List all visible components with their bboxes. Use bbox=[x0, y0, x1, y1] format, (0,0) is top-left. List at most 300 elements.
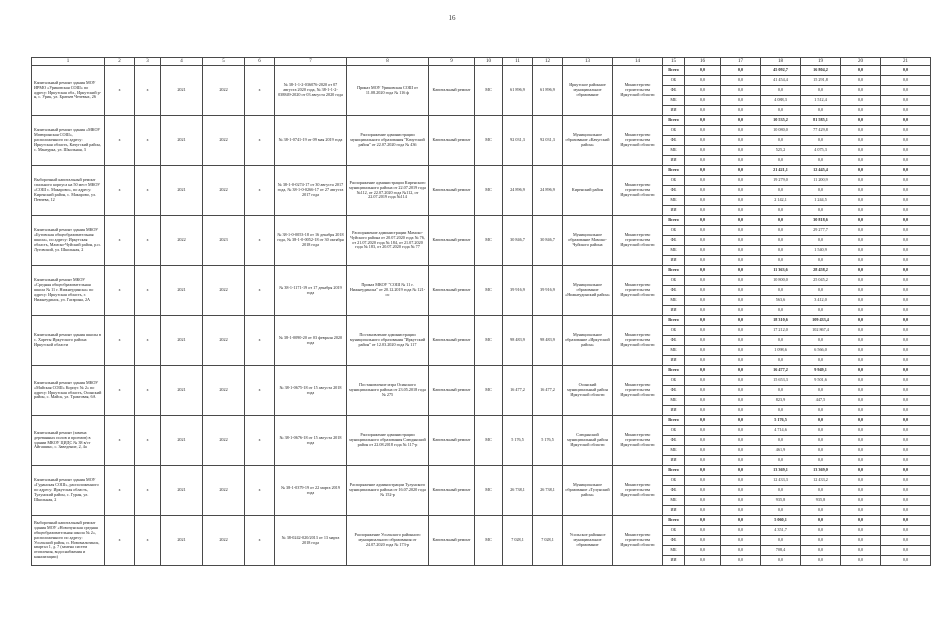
col3-cell: х bbox=[135, 316, 161, 366]
expertise-conclusion-cell: № 38-1-0090-20 от 03 февраля 2020 года bbox=[275, 316, 347, 366]
amount-cell: 15 291,8 bbox=[801, 76, 841, 86]
amount-cell: 0,0 bbox=[761, 356, 801, 366]
col3-cell: х bbox=[135, 166, 161, 216]
amount-cell: 1 244,5 bbox=[801, 196, 841, 206]
amount-cell: 0,0 bbox=[801, 406, 841, 416]
amount-cell: 0,0 bbox=[881, 86, 931, 96]
municipality-cell: Усольское районное муниципальное образование bbox=[563, 516, 613, 566]
amount-cell: 0,0 bbox=[761, 236, 801, 246]
amount-cell: 0,0 bbox=[801, 186, 841, 196]
amount-cell: 0,0 bbox=[841, 446, 881, 456]
responsible-body-cell: Министерство строительства Иркутской области bbox=[613, 366, 663, 416]
amount-cell: 0,0 bbox=[721, 156, 761, 166]
funding-source-cell: МБ bbox=[663, 96, 685, 106]
ownership-cell: МС bbox=[475, 266, 503, 316]
amount-cell: 0,0 bbox=[685, 316, 721, 326]
amount-cell: 0,0 bbox=[841, 376, 881, 386]
amount-cell: 0,0 bbox=[761, 536, 801, 546]
amount-cell: 0,0 bbox=[685, 476, 721, 486]
amount-cell: 0,0 bbox=[685, 326, 721, 336]
amount-cell: 102 867,4 bbox=[801, 326, 841, 336]
municipality-cell: Муниципальное образование «Нижнеудинский район» bbox=[563, 266, 613, 316]
amount-cell: 0,0 bbox=[801, 256, 841, 266]
column-number: 4 bbox=[161, 58, 203, 66]
column-number: 5 bbox=[203, 58, 245, 66]
amount-cell: 0,0 bbox=[881, 346, 931, 356]
amount-cell: 0,0 bbox=[685, 506, 721, 516]
amount-cell: 0,0 bbox=[761, 436, 801, 446]
amount-cell: 0,0 bbox=[841, 396, 881, 406]
amount-cell: 0,0 bbox=[841, 556, 881, 566]
amount-cell: 0,0 bbox=[685, 336, 721, 346]
funding-source-cell: Всего bbox=[663, 366, 685, 376]
registry-table bbox=[31, 57, 931, 566]
column-number: 1 bbox=[32, 58, 105, 66]
amount-cell: 4 714,6 bbox=[761, 426, 801, 436]
amount-cell: 0,0 bbox=[685, 76, 721, 86]
amount-cell: 0,0 bbox=[721, 306, 761, 316]
amount-cell: 0,0 bbox=[721, 86, 761, 96]
amount-cell: 0,0 bbox=[761, 486, 801, 496]
funding-source-cell: Всего bbox=[663, 466, 685, 476]
start-year-cell: 2021 bbox=[161, 416, 203, 466]
amount-cell: 11 363,6 bbox=[761, 266, 801, 276]
column-number: 7 bbox=[275, 58, 347, 66]
amount-cell: 0,0 bbox=[881, 256, 931, 266]
table-row bbox=[32, 166, 931, 176]
amount-cell: 0,0 bbox=[801, 386, 841, 396]
amount-cell: 0,0 bbox=[881, 386, 931, 396]
amount-cell: 0,0 bbox=[801, 86, 841, 96]
amount-cell: 13 369,1 bbox=[761, 466, 801, 476]
amount-cell: 0,0 bbox=[761, 406, 801, 416]
start-year-cell: 2022 bbox=[161, 216, 203, 266]
end-year-cell: 2023 bbox=[203, 216, 245, 266]
amount-cell: 10 080,0 bbox=[761, 126, 801, 136]
amount-cell: 12 433,3 bbox=[761, 476, 801, 486]
column-number: 17 bbox=[721, 58, 761, 66]
amount-cell: 0,0 bbox=[685, 66, 721, 76]
amount-cell: 0,0 bbox=[841, 186, 881, 196]
amount-cell: 0,0 bbox=[841, 156, 881, 166]
amount-cell: 0,0 bbox=[761, 456, 801, 466]
amount-cell: 0,0 bbox=[881, 406, 931, 416]
project-name-cell: Капитальный ремонт здания школы в с. Хареты Иркутского района Иркутской области bbox=[32, 316, 105, 366]
amount-cell: 0,0 bbox=[881, 276, 931, 286]
project-name-cell: Выборочный капитальный ремонт здания МОУ «Новочунская средняя общеобразовательная школа № 2», расположенного по адресу: Усольский район, п. Новомальтинск, квартал 1, д. 7 (замена систем отопления, водоснабжения и канализации) bbox=[32, 516, 105, 566]
funding-source-cell: Всего bbox=[663, 116, 685, 126]
funding-source-cell: ОБ bbox=[663, 226, 685, 236]
funding-source-cell: ОБ bbox=[663, 426, 685, 436]
amount-cell: 9 501,6 bbox=[801, 376, 841, 386]
work-type-cell: Капитальный ремонт bbox=[429, 416, 475, 466]
expertise-conclusion-cell: № 38-1-0-0274-17 от 30 августа 2017 года, № 38-1-0-0266-17 от 27 августа 2017 года bbox=[275, 166, 347, 216]
amount-cell: 0,0 bbox=[721, 366, 761, 376]
amount-cell: 823,9 bbox=[761, 396, 801, 406]
col6-cell: х bbox=[245, 416, 275, 466]
start-year-cell: 2021 bbox=[161, 266, 203, 316]
amount-cell: 0,0 bbox=[881, 186, 931, 196]
amount-cell: 0,0 bbox=[761, 336, 801, 346]
amount-cell: 0,0 bbox=[685, 286, 721, 296]
amount-cell: 0,0 bbox=[721, 336, 761, 346]
ownership-cell: МС bbox=[475, 366, 503, 416]
column-number: 19 bbox=[801, 58, 841, 66]
amount-cell: 0,0 bbox=[841, 476, 881, 486]
amount-cell: 0,0 bbox=[801, 526, 841, 536]
column-number: 16 bbox=[685, 58, 721, 66]
funding-source-cell: Всего bbox=[663, 66, 685, 76]
amount-cell: 0,0 bbox=[685, 536, 721, 546]
amount-cell: 0,0 bbox=[881, 446, 931, 456]
work-type-cell: Капитальный ремонт bbox=[429, 316, 475, 366]
amount-cell: 12 433,2 bbox=[801, 476, 841, 486]
funding-source-cell: МБ bbox=[663, 496, 685, 506]
amount-cell: 45 092,7 bbox=[761, 66, 801, 76]
amount-cell: 0,0 bbox=[721, 326, 761, 336]
col3-cell: х bbox=[135, 466, 161, 516]
project-name-cell: Капитальный ремонт здания МОУ «Гуранская СОШ», расположенного по адресу: Иркутская область, Тулунский район, с. Гуран, ул. Школьная, 2 bbox=[32, 466, 105, 516]
funding-source-cell: ФБ bbox=[663, 86, 685, 96]
municipality-cell: Муниципальное образование «Качугский район» bbox=[563, 116, 613, 166]
amount-cell: 0,0 bbox=[881, 496, 931, 506]
amount-cell: 0,0 bbox=[685, 546, 721, 556]
amount-cell: 0,0 bbox=[685, 206, 721, 216]
end-year-cell: 2022 bbox=[203, 466, 245, 516]
approval-document-cell: Распоряжение администрации муниципального образования "Качугский район" от 22.07.2020 года № 436 bbox=[347, 116, 429, 166]
amount-cell: 0,0 bbox=[685, 246, 721, 256]
col3-cell: х bbox=[135, 216, 161, 266]
responsible-body-cell: Министерство строительства Иркутской области bbox=[613, 166, 663, 216]
funding-source-cell: Всего bbox=[663, 266, 685, 276]
column-number: 12 bbox=[533, 58, 563, 66]
col2-cell: х bbox=[105, 216, 135, 266]
amount-cell: 0,0 bbox=[881, 486, 931, 496]
amount-cell: 0,0 bbox=[721, 556, 761, 566]
amount-cell: 0,0 bbox=[721, 96, 761, 106]
column-numbers-row bbox=[32, 58, 931, 66]
ownership-cell: МС bbox=[475, 416, 503, 466]
funding-source-cell: ОБ bbox=[663, 276, 685, 286]
amount-cell: 11 200,9 bbox=[801, 176, 841, 186]
col3-cell: х bbox=[135, 66, 161, 116]
amount-cell: 0,0 bbox=[721, 226, 761, 236]
amount-cell: 0,0 bbox=[881, 286, 931, 296]
work-type-cell: Капитальный ремонт bbox=[429, 366, 475, 416]
amount-cell: 0,0 bbox=[685, 216, 721, 226]
amount-cell: 0,0 bbox=[841, 496, 881, 506]
amount-cell: 0,0 bbox=[841, 466, 881, 476]
amount-cell: 0,0 bbox=[761, 216, 801, 226]
amount-cell: 0,0 bbox=[685, 126, 721, 136]
amount-cell: 0,0 bbox=[841, 176, 881, 186]
ownership-cell: МС bbox=[475, 166, 503, 216]
table-row bbox=[32, 316, 931, 326]
amount-cell: 0,0 bbox=[801, 236, 841, 246]
amount-cell: 0,0 bbox=[685, 406, 721, 416]
amount-cell: 0,0 bbox=[801, 456, 841, 466]
amount-cell: 0,0 bbox=[721, 166, 761, 176]
amount-cell: 0,0 bbox=[841, 206, 881, 216]
amount-cell: 0,0 bbox=[801, 356, 841, 366]
remaining-cost-cell: 24 896,9 bbox=[533, 166, 563, 216]
amount-cell: 0,0 bbox=[881, 546, 931, 556]
amount-cell: 0,0 bbox=[881, 376, 931, 386]
amount-cell: 0,0 bbox=[721, 126, 761, 136]
amount-cell: 0,0 bbox=[881, 176, 931, 186]
amount-cell: 0,0 bbox=[841, 416, 881, 426]
amount-cell: 0,0 bbox=[881, 206, 931, 216]
expertise-conclusion-cell: № 38-1-1171-19 от 17 декабря 2019 года bbox=[275, 266, 347, 316]
amount-cell: 0,0 bbox=[761, 286, 801, 296]
amount-cell: 0,0 bbox=[841, 436, 881, 446]
table-row bbox=[32, 266, 931, 276]
amount-cell: 0,0 bbox=[685, 86, 721, 96]
funding-source-cell: ФБ bbox=[663, 436, 685, 446]
expertise-conclusion-cell: № 38-1-0-0053-18 от 16 декабря 2018 года, № 38-1-0-0052-18 от 30 октября 2018 года bbox=[275, 216, 347, 266]
amount-cell: 0,0 bbox=[801, 206, 841, 216]
amount-cell: 0,0 bbox=[881, 246, 931, 256]
estimated-cost-cell: 92 031,3 bbox=[503, 116, 533, 166]
expertise-conclusion-cell: № 38-1-0675-18 от 15 августа 2018 года bbox=[275, 366, 347, 416]
amount-cell: 0,0 bbox=[841, 166, 881, 176]
funding-source-cell: ОБ bbox=[663, 376, 685, 386]
work-type-cell: Капитальный ремонт bbox=[429, 116, 475, 166]
amount-cell: 0,0 bbox=[801, 286, 841, 296]
amount-cell: 5 060,1 bbox=[761, 516, 801, 526]
amount-cell: 0,0 bbox=[685, 226, 721, 236]
funding-source-cell: ФБ bbox=[663, 286, 685, 296]
project-name-cell: Капитальный ремонт здания МКОУ «Бутовская общеобразовательная школа», по адресу: Иркутская область, Мамско-Чуйский район, р.п. Луговский, ул. Школьная, 2 bbox=[32, 216, 105, 266]
funding-source-cell: МБ bbox=[663, 246, 685, 256]
funding-source-cell: ИИ bbox=[663, 456, 685, 466]
amount-cell: 0,0 bbox=[721, 546, 761, 556]
amount-cell: 0,0 bbox=[721, 476, 761, 486]
funding-source-cell: МБ bbox=[663, 396, 685, 406]
amount-cell: 935,8 bbox=[761, 496, 801, 506]
amount-cell: 0,0 bbox=[721, 346, 761, 356]
amount-cell: 0,0 bbox=[721, 426, 761, 436]
amount-cell: 0,0 bbox=[685, 306, 721, 316]
approval-document-cell: Приказ МКОУ "СОШ № 11 г. Нижнеудинска" от 20.12.2019 года № 121-ос bbox=[347, 266, 429, 316]
start-year-cell: 2021 bbox=[161, 116, 203, 166]
amount-cell: 0,0 bbox=[881, 196, 931, 206]
amount-cell: 0,0 bbox=[761, 86, 801, 96]
project-name-cell: Выборочный капитальный ремонт спального корпуса на 50 мест МКОУ «СОШ с. Макарово», по адресу: Киренский район, с. Макарово, ул. Певчева, 12 bbox=[32, 166, 105, 216]
col3-cell: х bbox=[135, 116, 161, 166]
amount-cell: 10 535,2 bbox=[761, 116, 801, 126]
funding-source-cell: ОБ bbox=[663, 176, 685, 186]
amount-cell: 0,0 bbox=[685, 496, 721, 506]
remaining-cost-cell: 5 176,5 bbox=[533, 416, 563, 466]
amount-cell: 0,0 bbox=[801, 556, 841, 566]
amount-cell: 0,0 bbox=[881, 506, 931, 516]
amount-cell: 0,0 bbox=[721, 286, 761, 296]
approval-document-cell: Постановление администрации муниципального образования "Иркутский район" от 12.03.2020 года № 117 bbox=[347, 316, 429, 366]
amount-cell: 0,0 bbox=[841, 106, 881, 116]
amount-cell: 0,0 bbox=[761, 136, 801, 146]
funding-source-cell: Всего bbox=[663, 416, 685, 426]
amount-cell: 0,0 bbox=[721, 216, 761, 226]
amount-cell: 0,0 bbox=[881, 426, 931, 436]
amount-cell: 0,0 bbox=[841, 356, 881, 366]
amount-cell: 1 540,9 bbox=[801, 246, 841, 256]
amount-cell: 0,0 bbox=[841, 276, 881, 286]
amount-cell: 0,0 bbox=[881, 356, 931, 366]
amount-cell: 0,0 bbox=[841, 96, 881, 106]
amount-cell: 0,0 bbox=[881, 476, 931, 486]
work-type-cell: Капитальный ремонт bbox=[429, 466, 475, 516]
estimated-cost-cell: 24 896,9 bbox=[503, 166, 533, 216]
amount-cell: 0,0 bbox=[801, 106, 841, 116]
column-number: 14 bbox=[613, 58, 663, 66]
amount-cell: 0,0 bbox=[761, 556, 801, 566]
amount-cell: 0,0 bbox=[801, 446, 841, 456]
amount-cell: 0,0 bbox=[841, 136, 881, 146]
end-year-cell: 2022 bbox=[203, 116, 245, 166]
amount-cell: 0,0 bbox=[685, 516, 721, 526]
amount-cell: 0,0 bbox=[881, 266, 931, 276]
col3-cell: х bbox=[135, 416, 161, 466]
amount-cell: 0,0 bbox=[841, 406, 881, 416]
amount-cell: 0,0 bbox=[881, 116, 931, 126]
amount-cell: 0,0 bbox=[881, 536, 931, 546]
estimated-cost-cell: 7 028,1 bbox=[503, 516, 533, 566]
approval-document-cell: Приказ МОУ Уриковская СОШ от 11.08.2020 года № 116 ф bbox=[347, 66, 429, 116]
amount-cell: 0,0 bbox=[721, 106, 761, 116]
amount-cell: 0,0 bbox=[721, 516, 761, 526]
amount-cell: 0,0 bbox=[685, 376, 721, 386]
funding-source-cell: МБ bbox=[663, 346, 685, 356]
amount-cell: 0,0 bbox=[881, 76, 931, 86]
amount-cell: 0,0 bbox=[685, 106, 721, 116]
end-year-cell: 2022 bbox=[203, 316, 245, 366]
funding-source-cell: ОБ bbox=[663, 76, 685, 86]
amount-cell: 0,0 bbox=[881, 396, 931, 406]
amount-cell: 109 433,4 bbox=[801, 316, 841, 326]
expertise-conclusion-cell: № 38-0242-020/2013 от 13 марта 2018 года bbox=[275, 516, 347, 566]
end-year-cell: 2022 bbox=[203, 66, 245, 116]
amount-cell: 0,0 bbox=[721, 76, 761, 86]
amount-cell: 0,0 bbox=[881, 306, 931, 316]
end-year-cell: 2022 bbox=[203, 266, 245, 316]
funding-source-cell: ИИ bbox=[663, 556, 685, 566]
amount-cell: 0,0 bbox=[841, 236, 881, 246]
amount-cell: 0,0 bbox=[841, 336, 881, 346]
amount-cell: 0,0 bbox=[685, 556, 721, 566]
col6-cell: х bbox=[245, 166, 275, 216]
amount-cell: 0,0 bbox=[841, 196, 881, 206]
amount-cell: 0,0 bbox=[685, 416, 721, 426]
municipality-cell: Иркутское районное муниципальное образование bbox=[563, 66, 613, 116]
amount-cell: 0,0 bbox=[721, 446, 761, 456]
column-number: 2 bbox=[105, 58, 135, 66]
amount-cell: 0,0 bbox=[721, 536, 761, 546]
amount-cell: 0,0 bbox=[685, 456, 721, 466]
estimated-cost-cell: 39 916,9 bbox=[503, 266, 533, 316]
amount-cell: 0,0 bbox=[685, 366, 721, 376]
column-number: 18 bbox=[761, 58, 801, 66]
amount-cell: 0,0 bbox=[685, 116, 721, 126]
amount-cell: 0,0 bbox=[801, 416, 841, 426]
funding-source-cell: ФБ bbox=[663, 136, 685, 146]
col6-cell: х bbox=[245, 316, 275, 366]
col3-cell: х bbox=[135, 516, 161, 566]
amount-cell: 0,0 bbox=[881, 136, 931, 146]
funding-source-cell: Всего bbox=[663, 516, 685, 526]
amount-cell: 10 800,0 bbox=[761, 276, 801, 286]
amount-cell: 0,0 bbox=[721, 386, 761, 396]
amount-cell: 0,0 bbox=[881, 166, 931, 176]
amount-cell: 0,0 bbox=[801, 516, 841, 526]
amount-cell: 0,0 bbox=[721, 496, 761, 506]
amount-cell: 0,0 bbox=[841, 146, 881, 156]
col6-cell: х bbox=[245, 66, 275, 116]
amount-cell: 0,0 bbox=[685, 176, 721, 186]
project-name-cell: Капитальный ремонт (замена деревянных полов и проемов) в здании МКОУ ЦИДС № 38 в/ст Айгашинс, с. Заведение, 2, 4а bbox=[32, 416, 105, 466]
amount-cell: 0,0 bbox=[721, 136, 761, 146]
amount-cell: 0,0 bbox=[685, 356, 721, 366]
estimated-cost-cell: 98 483,9 bbox=[503, 316, 533, 366]
amount-cell: 0,0 bbox=[881, 146, 931, 156]
funding-source-cell: ИИ bbox=[663, 106, 685, 116]
end-year-cell: 2022 bbox=[203, 366, 245, 416]
col2-cell: х bbox=[105, 266, 135, 316]
funding-source-cell: ОБ bbox=[663, 126, 685, 136]
work-type-cell: Капитальный ремонт bbox=[429, 66, 475, 116]
funding-source-cell: МБ bbox=[663, 146, 685, 156]
amount-cell: 0,0 bbox=[881, 236, 931, 246]
responsible-body-cell: Министерство строительства Иркутской области bbox=[613, 416, 663, 466]
amount-cell: 0,0 bbox=[685, 96, 721, 106]
responsible-body-cell: Министерство строительства Иркутской области bbox=[613, 266, 663, 316]
funding-source-cell: ФБ bbox=[663, 336, 685, 346]
estimated-cost-cell: 5 176,5 bbox=[503, 416, 533, 466]
municipality-cell: Киренский район bbox=[563, 166, 613, 216]
amount-cell: 3 412,0 bbox=[801, 296, 841, 306]
amount-cell: 0,0 bbox=[721, 506, 761, 516]
col2-cell: х bbox=[105, 116, 135, 166]
amount-cell: 0,0 bbox=[685, 136, 721, 146]
amount-cell: 0,0 bbox=[721, 276, 761, 286]
responsible-body-cell: Министерство строительства Иркутской области bbox=[613, 66, 663, 116]
amount-cell: 0,0 bbox=[801, 336, 841, 346]
amount-cell: 0,0 bbox=[685, 436, 721, 446]
amount-cell: 0,0 bbox=[685, 166, 721, 176]
funding-source-cell: ФБ bbox=[663, 536, 685, 546]
col6-cell: х bbox=[245, 516, 275, 566]
amount-cell: 0,0 bbox=[881, 106, 931, 116]
amount-cell: 25 045,2 bbox=[801, 276, 841, 286]
amount-cell: 12 445,4 bbox=[801, 166, 841, 176]
amount-cell: 0,0 bbox=[881, 436, 931, 446]
municipality-cell: Муниципальное образование «Тулунский район» bbox=[563, 466, 613, 516]
funding-source-cell: Всего bbox=[663, 216, 685, 226]
estimated-cost-cell: 16 477,2 bbox=[503, 366, 533, 416]
start-year-cell: 2021 bbox=[161, 516, 203, 566]
amount-cell: 0,0 bbox=[721, 146, 761, 156]
work-type-cell: Капитальный ремонт bbox=[429, 216, 475, 266]
responsible-body-cell: Министерство строительства Иркутской области bbox=[613, 466, 663, 516]
amount-cell: 0,0 bbox=[761, 106, 801, 116]
responsible-body-cell: Министерство строительства Иркутской области bbox=[613, 516, 663, 566]
remaining-cost-cell: 98 483,9 bbox=[533, 316, 563, 366]
amount-cell: 0,0 bbox=[761, 206, 801, 216]
amount-cell: 6 566,0 bbox=[801, 346, 841, 356]
table-row bbox=[32, 216, 931, 226]
amount-cell: 0,0 bbox=[841, 386, 881, 396]
amount-cell: 0,0 bbox=[721, 246, 761, 256]
